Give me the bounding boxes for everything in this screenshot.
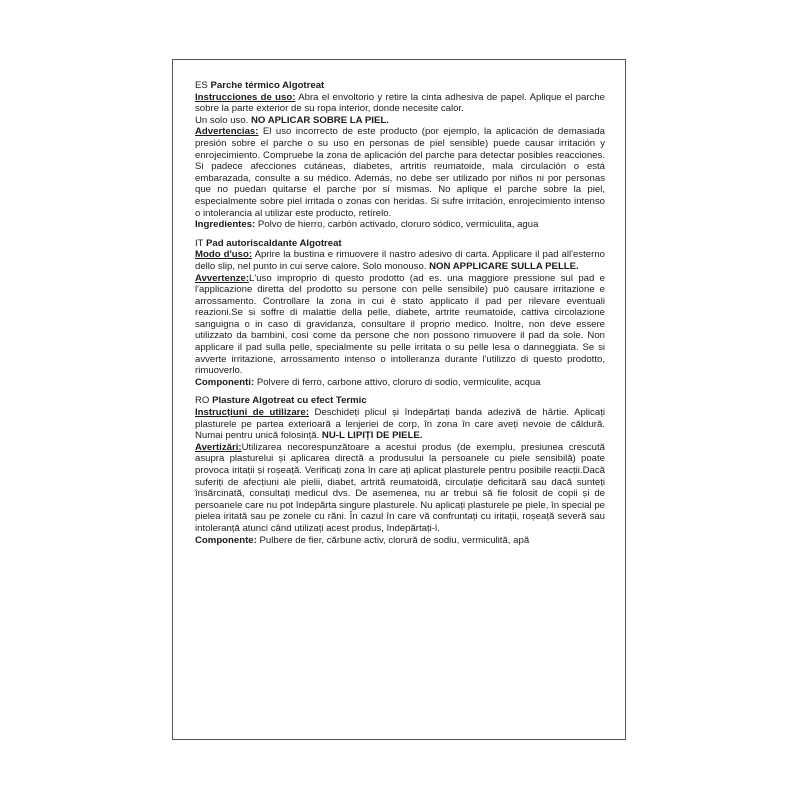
instructions-text: Deschideți plicul și îndepărtați banda adezivă de hârtie. Aplicați plasturele pe partea exterioară a lenjeriei de corp, în zona în care aveți nevoie de căldură. Numai pentru unică folosință. xyxy=(195,407,605,442)
document-page xyxy=(172,59,626,740)
instructions-text: Abra el envoltorio y retire la cinta adhesiva de papel. Aplique el parche sobre la parte exterior de su ropa interior, donde necesite calor. xyxy=(195,91,606,115)
product-title: Plasture Algotreat cu efect Termic xyxy=(212,395,367,407)
section-it xyxy=(195,238,605,389)
section-title xyxy=(195,80,605,92)
language-code: IT xyxy=(195,237,204,249)
warnings-paragraph xyxy=(195,273,605,377)
no-skin-warning: NO APLICAR SOBRE LA PIEL. xyxy=(251,114,389,126)
warnings-paragraph xyxy=(195,442,605,535)
warnings-text: Utilizarea necorespunzătoare a acestui produs (de exemplu, presiunea crescută asupra plasturelui și aplicarea directă a produsului la persoanele cu piele sensibilă) poate provoca iritații și roșeață. Verificați zona în care ați aplicat plasturele pentru posibile reacții.Dacă suferiți de afecțiuni ale pielii, diabet, artrită reumatoidă, circulație deficitară sau dacă sunteți însărcinată, consultați medicul dvs. De asemenea, nu ar trebui să fie folosit de copii și de persoanele care nu pot îndepărta singure plasturele. Nu aplicați plasturele pe piele, în special pe pielea iritată sau pe zonele cu răni. În cazul în care vă confruntați cu iritații, roșeață severă sau intoleranță atunci când utilizați acest produs, îndepărtați-l. xyxy=(195,441,605,534)
ingredients-label: Componenti: xyxy=(195,376,255,388)
warnings-text: L'uso improprio di questo prodotto (ad es. una maggiore pressione sul pad e l'applicazione diretta del prodotto su persone con pelle sensibile) può causare irritazione e arrossamento. Controllare la zona in cui è stato applicato il pad per rilevare eventuali reazioni.Se si soffre di malattie della pelle, diabete, artrite reumatoide, cattiva circolazione sanguigna o in caso di gravidanza, consultare il proprio medico. Inoltre, non deve essere utilizzato da bambini, così come da persone che non possono rimuovere il pad da sole. Non applicare il pad sulla pelle, specialmente su pelle irritata o su pelle lesa o danneggiata. Se si avverte irritazione, arrossamento intenso o intolleranza durante l'utilizzo di questo prodotto, rimuoverlo. xyxy=(195,272,605,377)
ingredients-paragraph xyxy=(195,377,605,389)
ingredients-paragraph xyxy=(195,219,605,231)
single-use-paragraph xyxy=(195,115,605,127)
ingredients-label: Ingredientes: xyxy=(195,219,256,231)
ingredients-text: Polvo de hierro, carbón activado, cloruro sódico, vermiculita, agua xyxy=(255,219,539,231)
language-code: RO xyxy=(195,395,210,407)
section-ro xyxy=(195,395,605,546)
ingredients-text: Polvere di ferro, carbone attivo, cloruro di sodio, vermiculite, acqua xyxy=(254,376,541,388)
instructions-label: Modo d'uso: xyxy=(195,249,253,261)
ingredients-label: Componente: xyxy=(195,534,257,546)
product-title: Pad autoriscaldante Algotreat xyxy=(206,237,342,249)
instructions-label: Instrucțiuni de utilizare: xyxy=(195,407,309,419)
instructions-paragraph xyxy=(195,92,605,115)
instructions-label: Instrucciones de uso: xyxy=(195,91,296,103)
single-use-text: Un solo uso. xyxy=(195,114,251,126)
warnings-label: Avvertenze: xyxy=(195,272,250,284)
warnings-text: El uso incorrecto de este producto (por ejemplo, la aplicación de demasiada presión sobre el parche o su uso en personas de piel sensible) puede causar irritación y enrojecimiento. Compruebe la zona de aplicación del parche para detectar posibles reacciones. Si padece afecciones cutáneas, diabetes, artritis reumatoide, mala circulación o está embarazada, consulte a su médico. Además, no debe ser utilizado por niños ni por personas que no puedan quitarse el parche por sí mismas. No aplique el parche sobre la piel, especialmente sobre piel irritada o zonas con heridas. Si sufre irritación, enrojecimiento intenso o intolerancia al utilizar este producto, retírelo. xyxy=(195,126,605,219)
product-title: Parche térmico Algotreat xyxy=(210,80,325,91)
warnings-label: Avertizări: xyxy=(195,441,242,453)
no-skin-warning: NU-L LIPIȚI DE PIELE. xyxy=(321,430,423,442)
no-skin-warning: NON APPLICARE SULLA PELLE. xyxy=(429,260,579,272)
instructions-paragraph xyxy=(195,407,605,442)
ingredients-paragraph xyxy=(195,535,605,547)
section-title xyxy=(195,238,605,250)
instructions-text: Aprire la bustina e rimuovere il nastro adesivo di carta. Applicare il pad all'esterno dello slip, nel punto in cui serve calore. Solo monouso. xyxy=(195,249,605,272)
language-code: ES xyxy=(195,80,208,91)
section-es xyxy=(195,80,605,231)
warnings-paragraph xyxy=(195,126,605,219)
ingredients-text: Pulbere de fier, cărbune activ, clorură de sodiu, vermiculită, apă xyxy=(256,534,530,546)
warnings-label: Advertencias: xyxy=(195,126,259,138)
section-title xyxy=(195,395,605,407)
instructions-paragraph xyxy=(195,249,605,272)
document-content xyxy=(195,80,605,553)
